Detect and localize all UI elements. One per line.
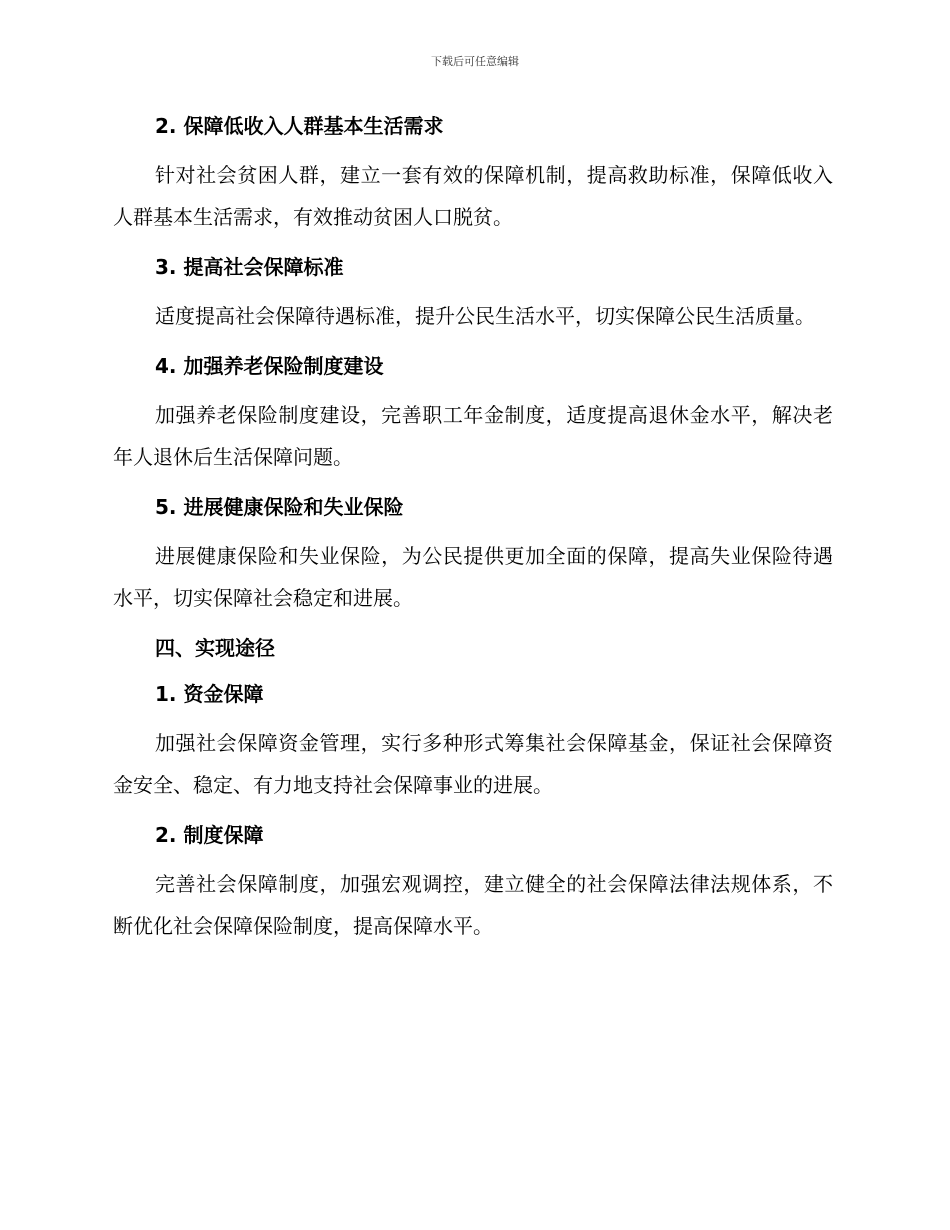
section-paragraph: 适度提高社会保障待遇标准，提升公民生活水平，切实保障公民生活质量。 xyxy=(155,304,815,328)
subsection-heading: 1. 资金保障 xyxy=(155,682,264,706)
subsection-paragraph: 加强社会保障资金管理，实行多种形式筹集社会保障基金，保证社会保障资金安全、稳定、有力地支持社会保障事业的进展。 xyxy=(113,731,833,797)
section-heading: 3. 提高社会保障标准 xyxy=(155,255,344,279)
section-heading: 5. 进展健康保险和失业保险 xyxy=(155,495,404,519)
subsection-heading: 2. 制度保障 xyxy=(155,823,264,847)
section-heading: 4. 加强养老保险制度建设 xyxy=(155,354,384,378)
section-paragraph: 加强养老保险制度建设，完善职工年金制度，适度提高退休金水平，解决老年人退休后生活保障问题。 xyxy=(113,403,833,469)
section-paragraph: 针对社会贫困人群，建立一套有效的保障机制，提高救助标准，保障低收入人群基本生活需求，有效推动贫困人口脱贫。 xyxy=(113,163,833,229)
document-body xyxy=(113,108,833,947)
section-heading: 2. 保障低收入人群基本生活需求 xyxy=(155,114,444,138)
chapter-heading: 四、实现途径 xyxy=(155,636,275,660)
section-paragraph: 进展健康保险和失业保险，为公民提供更加全面的保障，提高失业保险待遇水平，切实保障社会稳定和进展。 xyxy=(113,544,833,610)
subsection-paragraph: 完善社会保障制度，加强宏观调控，建立健全的社会保障法律法规体系，不断优化社会保障保险制度，提高保障水平。 xyxy=(113,872,833,938)
page-header: 下载后可任意编辑 xyxy=(431,55,519,68)
